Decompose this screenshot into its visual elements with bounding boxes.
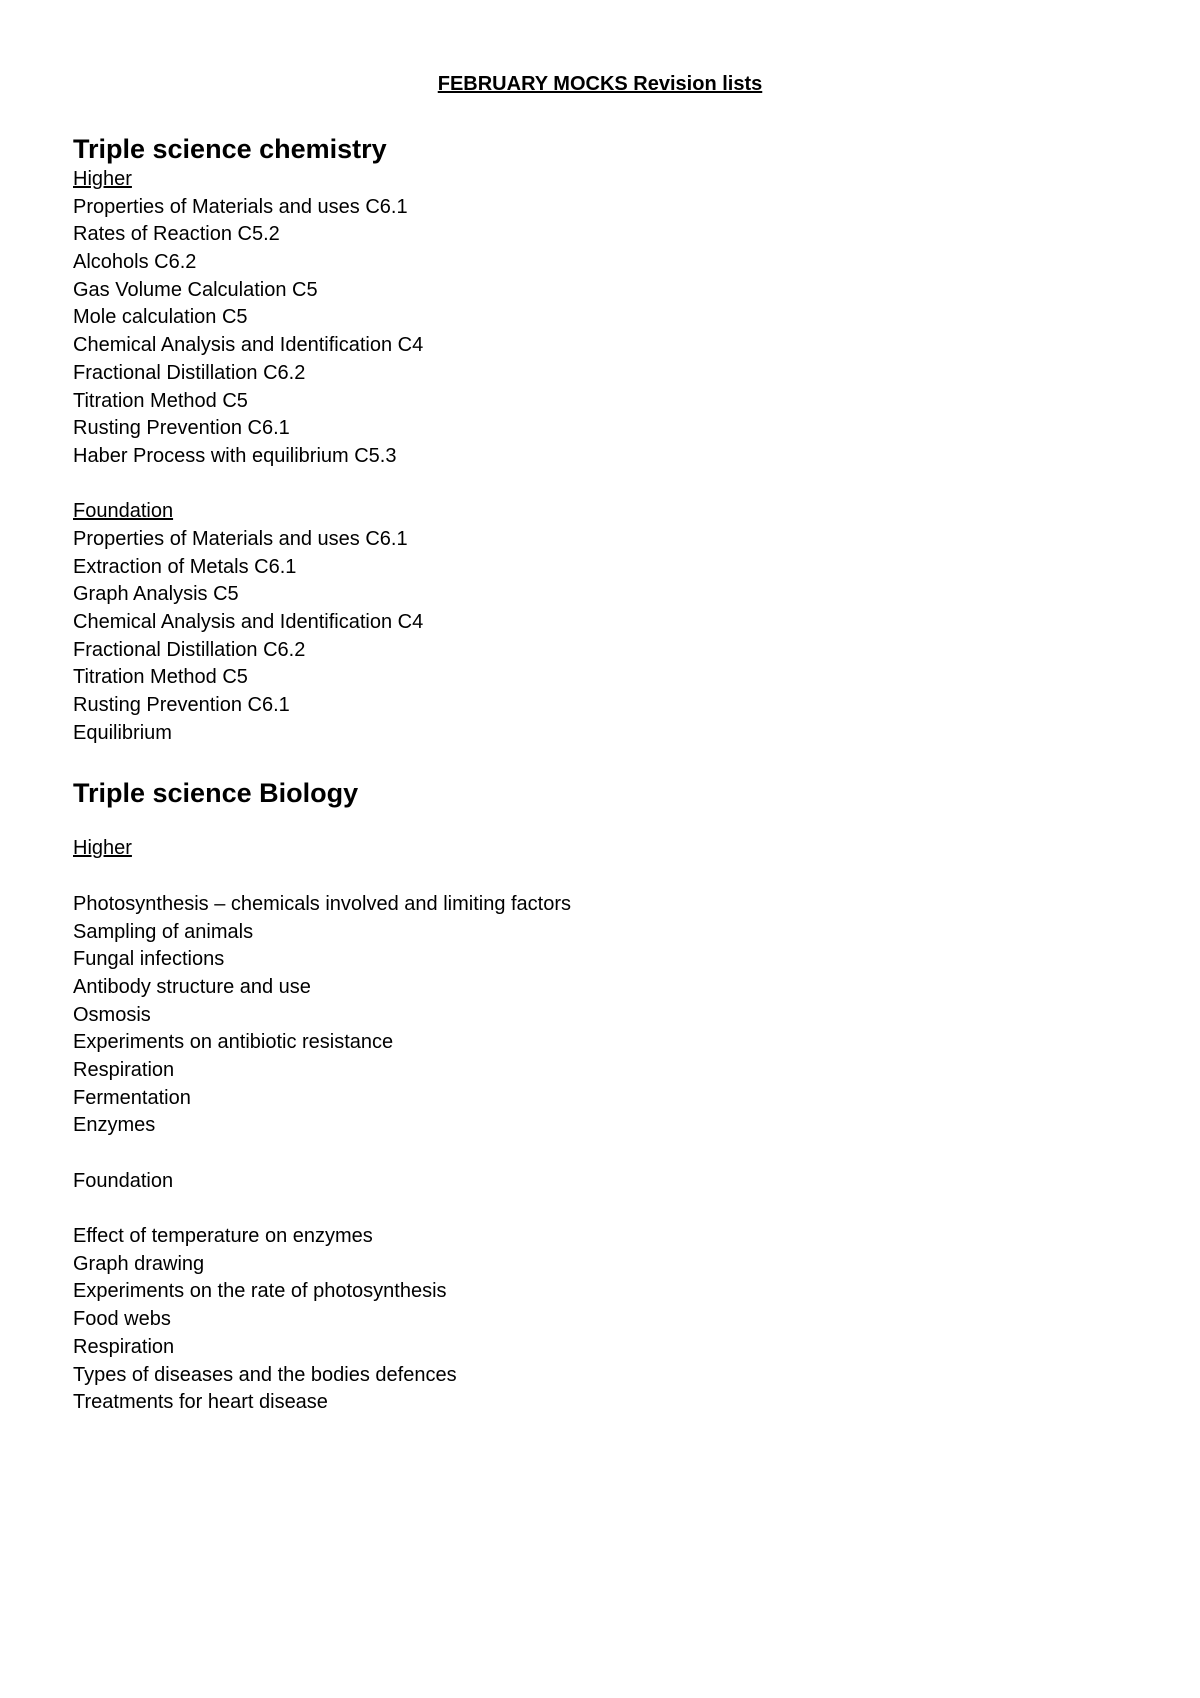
list-item: Food webs (73, 1308, 171, 1331)
list-item: Fractional Distillation C6.2 (73, 361, 306, 384)
list-item: Types of diseases and the bodies defences (73, 1363, 457, 1386)
document-title: FEBRUARY MOCKS Revision lists (437, 73, 763, 95)
spacer (73, 747, 1123, 776)
list-item: Mole calculation C5 (73, 306, 248, 329)
list-item: Haber Process with equilibrium C5.3 (73, 444, 397, 467)
spacer (73, 471, 1123, 499)
list-item: Fermentation (73, 1086, 191, 1109)
list-item: Graph drawing (73, 1252, 205, 1275)
list-item: Titration Method C5 (73, 389, 248, 412)
list-item: Effect of temperature on enzymes (73, 1225, 373, 1248)
list-item: Enzymes (73, 1114, 156, 1137)
list-item: Equilibrium (73, 721, 172, 744)
list-item: Fungal infections (73, 948, 225, 971)
biology-foundation-list (73, 1223, 1123, 1417)
list-item: Properties of Materials and uses C6.1 (73, 195, 408, 218)
list-item: Experiments on the rate of photosynthesis (73, 1280, 447, 1303)
list-item: Photosynthesis – chemicals involved and limiting factors (73, 892, 572, 915)
chemistry-higher-label: Higher (73, 168, 132, 190)
biology-higher-list (73, 891, 1123, 1140)
list-item: Osmosis (73, 1003, 151, 1026)
chemistry-foundation-label: Foundation (73, 500, 174, 523)
list-item: Extraction of Metals C6.1 (73, 555, 297, 578)
list-item: Sampling of animals (73, 920, 254, 943)
biology-foundation-label: Foundation (73, 1169, 174, 1192)
list-item: Gas Volume Calculation C5 (73, 278, 318, 301)
list-item: Chemical Analysis and Identification C4 (73, 611, 424, 633)
biology-heading: Triple science Biology (73, 778, 359, 809)
spacer (73, 1195, 1123, 1223)
spacer (73, 810, 1123, 835)
list-item: Experiments on antibiotic resistance (73, 1031, 394, 1054)
list-item: Rates of Reaction C5.2 (73, 223, 280, 246)
list-item: Respiration (73, 1335, 175, 1358)
list-item: Antibody structure and use (73, 975, 311, 998)
list-item: Respiration (73, 1058, 175, 1081)
list-item: Graph Analysis C5 (73, 583, 239, 606)
spacer (73, 863, 1123, 891)
chemistry-higher-list (73, 194, 1123, 471)
biology-higher-label: Higher (73, 837, 132, 860)
list-item: Alcohols C6.2 (73, 251, 197, 274)
list-item: Properties of Materials and uses C6.1 (73, 527, 408, 550)
chemistry-heading: Triple science chemistry (73, 134, 387, 164)
chemistry-foundation-list (73, 526, 1123, 748)
list-item: Rusting Prevention C6.1 (73, 694, 290, 717)
list-item: Treatments for heart disease (73, 1391, 328, 1414)
spacer (73, 1140, 1123, 1168)
list-item: Fractional Distillation C6.2 (73, 638, 306, 661)
list-item: Titration Method C5 (73, 666, 248, 689)
list-item: Chemical Analysis and Identification C4 (73, 334, 424, 357)
list-item: Rusting Prevention C6.1 (73, 417, 290, 440)
document-body (73, 132, 1123, 1417)
